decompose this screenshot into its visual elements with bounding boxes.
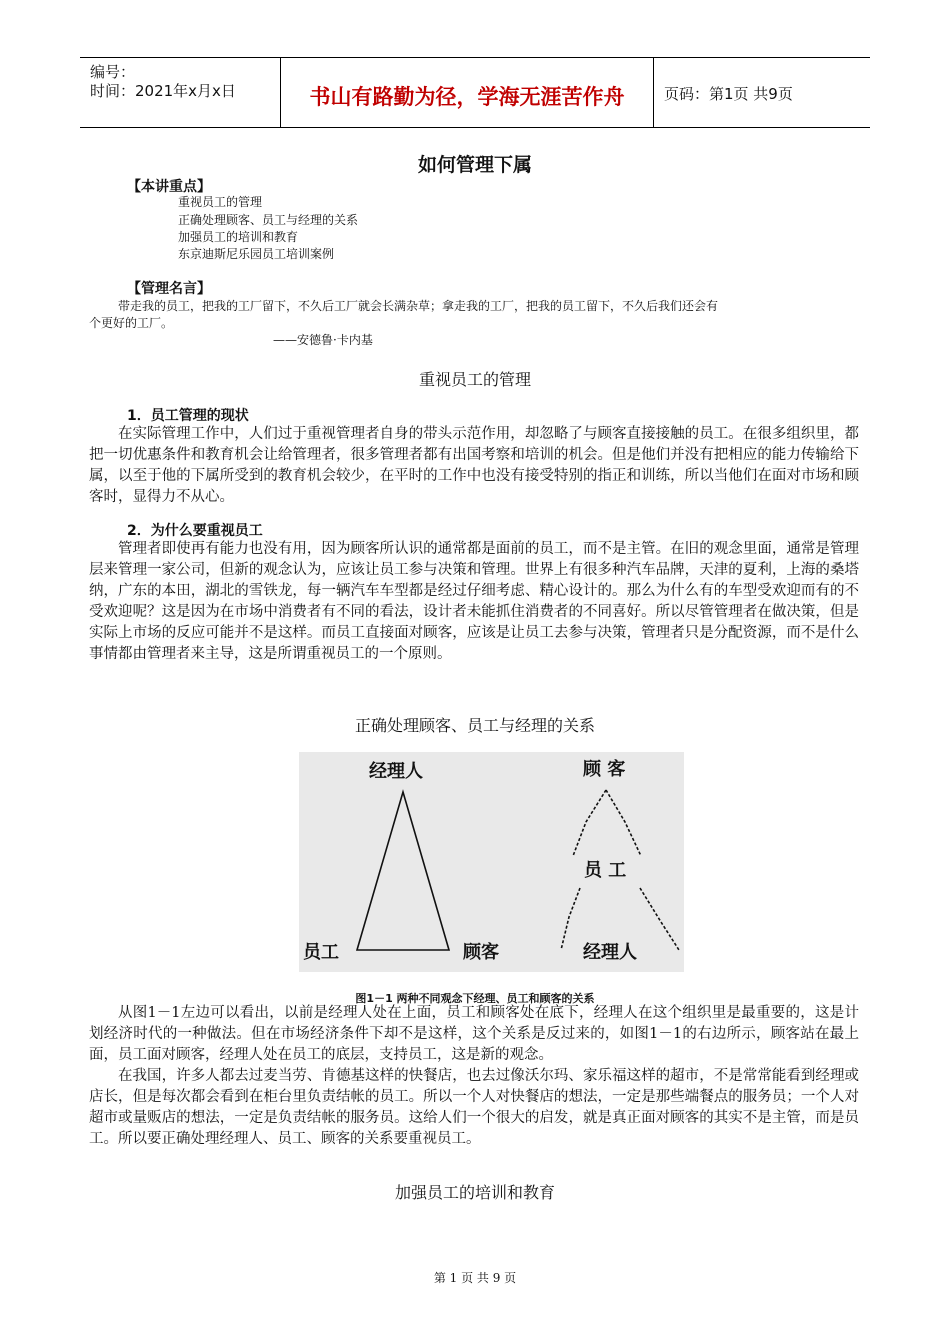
label-customer-bottom: 顾客 — [463, 942, 499, 963]
traditional-pyramid — [357, 792, 449, 950]
page-footer: 第 1 页 共 9 页 — [433, 1271, 517, 1285]
header-page-cell — [654, 58, 870, 127]
key-point-item: 正确处理顾客、员工与经理的关系 — [178, 213, 359, 227]
paragraph-status: 在实际管理工作中，人们过于重视管理者自身的带头示范作用，却忽略了与顾客直接接触的员工。在很多组织里，都把一切优惠条件和教育机会让给管理者，很多管理者都有出国考察和培训的机会。但是他们并没有把相应的能力传输给下属，以至于他的下属所受到的教育机会较少，在平时的工作中也没有接受特别的指正和训练，所以当他们在面对市场和顾客时，显得力不从心。 — [89, 426, 859, 505]
key-point-item: 东京迪斯尼乐园员工培训案例 — [178, 247, 335, 261]
management-quote-label: 【管理名言】 — [127, 281, 211, 297]
new-structure-left-bottom — [561, 888, 580, 950]
header-info-cell — [80, 58, 281, 127]
quote-text-line2: 个更好的工厂。 — [89, 316, 174, 330]
relationship-figure — [299, 752, 684, 972]
new-structure-right-bottom — [640, 888, 679, 950]
paragraph-china-example: 在我国，许多人都去过麦当劳、肯德基这样的快餐店，也去过像沃尔玛、家乐福这样的超市，不是常常能看到经理或店长，但是每次都会看到在柜台里负责结帐的员工。所以一个人对快餐店的想法，一定是那些端餐点的服务员；一个人对超市或量贩店的想法，一定是负责结帐的服务员。这给人们一个很大的启发，就是真正面对顾客的其实不是主管，而是员工。所以要正确处理经理人、员工、顾客的关系要重视员工。 — [89, 1068, 859, 1147]
document-time: 时间：2021年x月x日 — [90, 82, 236, 100]
header-page-number: 页码：第1页 共9页 — [664, 85, 793, 103]
label-customer-top: 顾 客 — [583, 759, 626, 780]
key-point-item: 加强员工的培训和教育 — [178, 230, 299, 244]
section-heading-training: 加强员工的培训和教育 — [394, 1183, 555, 1202]
key-points-label: 【本讲重点】 — [127, 179, 211, 195]
paragraph-why: 管理者即使再有能力也没有用，因为顾客所认识的通常都是面前的员工，而不是主管。在旧的观念里面，通常是管理层来管理一家公司，但新的观念认为，应该让员工参与决策和管理。世界上有很多种汽车品牌，天津的夏利，上海的桑塔纳，广东的本田，湖北的雪铁龙，每一辆汽车车型都是经过仔细考虑、精心设计的。那么为什么有的车型受欢迎而有的不受欢迎呢？这是因为在市场中消费者有不同的看法，设计者未能抓住消费者的不同喜好。所以尽管管理者在做决策，但是实际上市场的反应可能并不是这样。而员工直接面对顾客，应该是让员工去参与决策，管理者只是分配资源，而不是什么事情都由管理者来主导，这是所谓重视员工的一个原则。 — [89, 541, 859, 662]
label-manager-bottom: 经理人 — [583, 942, 637, 963]
quote-text-line1: 带走我的员工，把我的工厂留下，不久后工厂就会长满杂草；拿走我的工厂，把我的员工留下，不久后我们还会有 — [118, 299, 719, 313]
label-employee-bottom: 员工 — [303, 942, 339, 963]
section-heading-value-employees: 重视员工的管理 — [418, 370, 531, 389]
quote-author: ——安德鲁·卡内基 — [273, 333, 373, 347]
document-number: 编号： — [90, 63, 136, 81]
page-title: 如何管理下属 — [417, 154, 532, 176]
new-structure-right-top — [606, 790, 641, 856]
page-header — [80, 57, 870, 128]
new-structure-left-top — [573, 790, 606, 856]
label-manager-top: 经理人 — [369, 761, 423, 782]
header-motto: 书山有路勤为径，学海无涯苦作舟 — [309, 85, 625, 109]
paragraph-figure-explanation: 从图1－1左边可以看出，以前是经理人处在上面，员工和顾客处在底下，经理人在这个组织里是最重要的，这是计划经济时代的一种做法。但在市场经济条件下却不是这样，这个关系是反过来的，如图1－1的右边所示，顾客站在最上面，员工面对顾客，经理人处在员工的底层，支持员工，这是新的观念。 — [89, 1005, 859, 1063]
section-heading-relationship: 正确处理顾客、员工与经理的关系 — [354, 716, 595, 735]
key-point-item: 重视员工的管理 — [178, 195, 263, 209]
figure-caption: 图1－1 两种不同观念下经理、员工和顾客的关系 — [355, 992, 595, 1005]
header-motto-cell — [281, 58, 654, 127]
label-employee-middle: 员 工 — [584, 860, 627, 881]
subheading-why: 2．为什么要重视员工 — [127, 523, 263, 539]
subheading-status: 1．员工管理的现状 — [127, 408, 249, 424]
